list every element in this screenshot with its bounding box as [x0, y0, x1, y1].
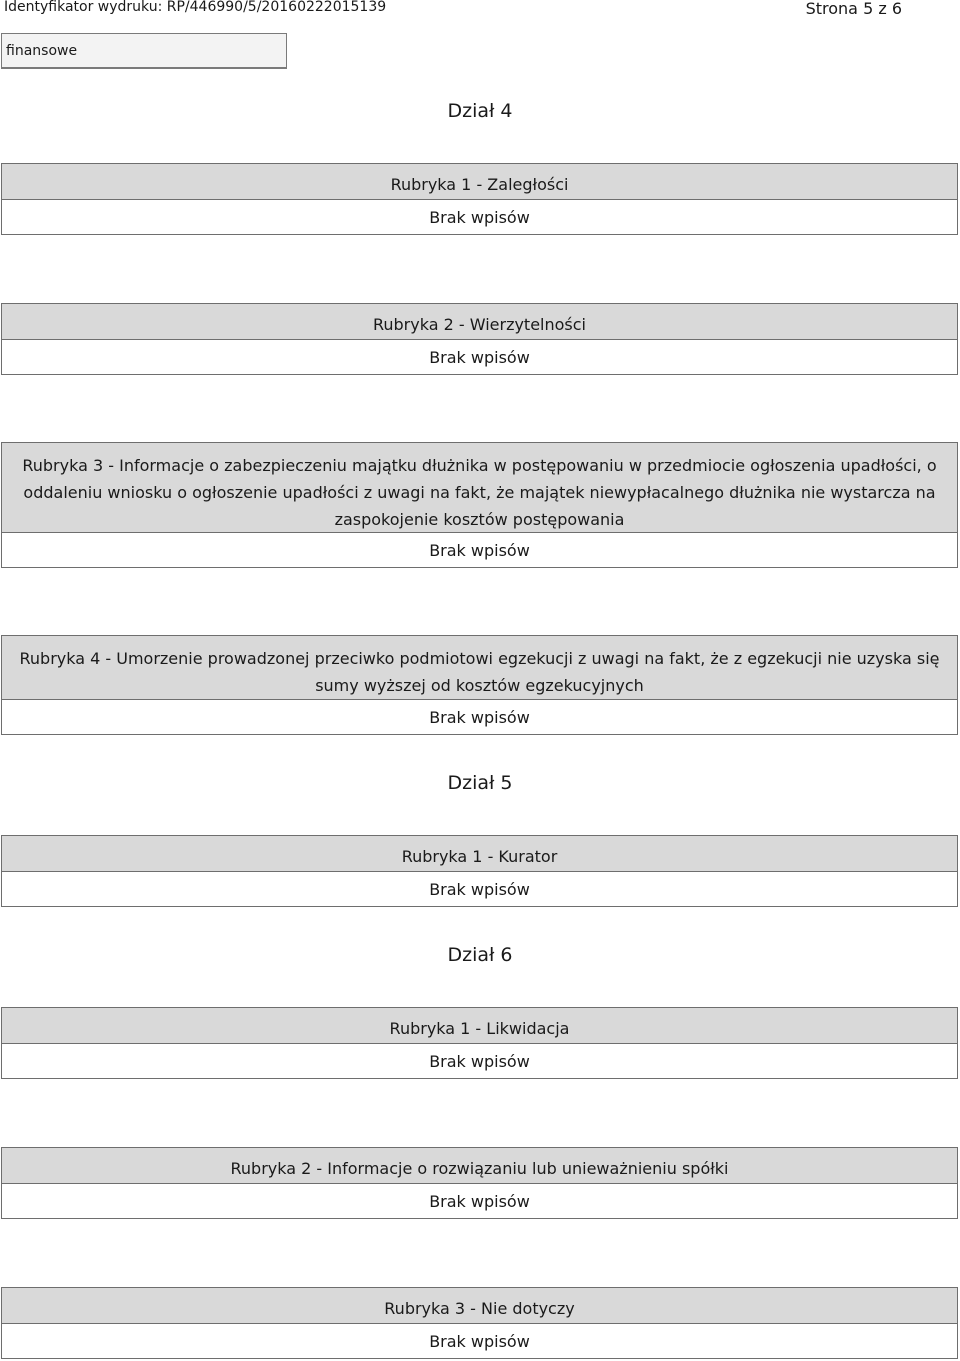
- rubric-body: Brak wpisów: [429, 1332, 530, 1351]
- rubric-header: Rubryka 4 - Umorzenie prowadzonej przeciwko podmiotowi egzekucji z uwagi na fakt, że z egzekucji nie uzyska się sumy wyższej od kosztów egzekucyjnych: [2, 636, 957, 700]
- rubric-body: Brak wpisów: [429, 1192, 530, 1211]
- section-title-dzial-5: Dział 5: [447, 772, 513, 794]
- section-title-dzial-6: Dział 6: [447, 944, 513, 966]
- rubric-nie-dotyczy: [1, 1287, 958, 1359]
- rubric-likwidacja: [1, 1007, 958, 1079]
- rubric-body: Brak wpisów: [429, 208, 530, 227]
- rubric-umorzenie: [1, 635, 958, 735]
- rubric-body: Brak wpisów: [429, 1052, 530, 1071]
- rubric-body: Brak wpisów: [429, 708, 530, 727]
- rubric-body: Brak wpisów: [429, 348, 530, 367]
- rubric-header: Rubryka 1 - Zaległości: [2, 164, 957, 200]
- rubric-header: Rubryka 3 - Informacje o zabezpieczeniu majątku dłużnika w postępowaniu w przedmiocie ogłoszenia upadłości, o oddaleniu wniosku o ogłoszenie upadłości z uwagi na fakt, że majątek niewypłacalnego dłużnika nie wystarcza na zaspokojenie kosztów postępowania: [2, 443, 957, 533]
- rubric-wierzytelnosci: [1, 303, 958, 375]
- rubric-kurator: [1, 835, 958, 907]
- rubric-header: Rubryka 1 - Kurator: [2, 836, 957, 872]
- rubric-header: Rubryka 2 - Wierzytelności: [2, 304, 957, 340]
- rubric-zaleglosci: [1, 163, 958, 235]
- rubric-body: Brak wpisów: [429, 541, 530, 560]
- rubric-body: Brak wpisów: [429, 880, 530, 899]
- print-identifier: Identyfikator wydruku: RP/446990/5/20160222015139: [4, 0, 387, 15]
- rubric-zabezpieczenie: [1, 442, 958, 568]
- page-number: Strona 5 z 6: [805, 0, 902, 18]
- rubric-header: Rubryka 2 - Informacje o rozwiązaniu lub unieważnieniu spółki: [2, 1148, 957, 1184]
- tab-finansowe[interactable]: finansowe: [1, 33, 287, 69]
- rubric-header: Rubryka 3 - Nie dotyczy: [2, 1288, 957, 1324]
- rubric-rozwiazanie: [1, 1147, 958, 1219]
- rubric-header: Rubryka 1 - Likwidacja: [2, 1008, 957, 1044]
- section-title-dzial-4: Dział 4: [447, 100, 513, 122]
